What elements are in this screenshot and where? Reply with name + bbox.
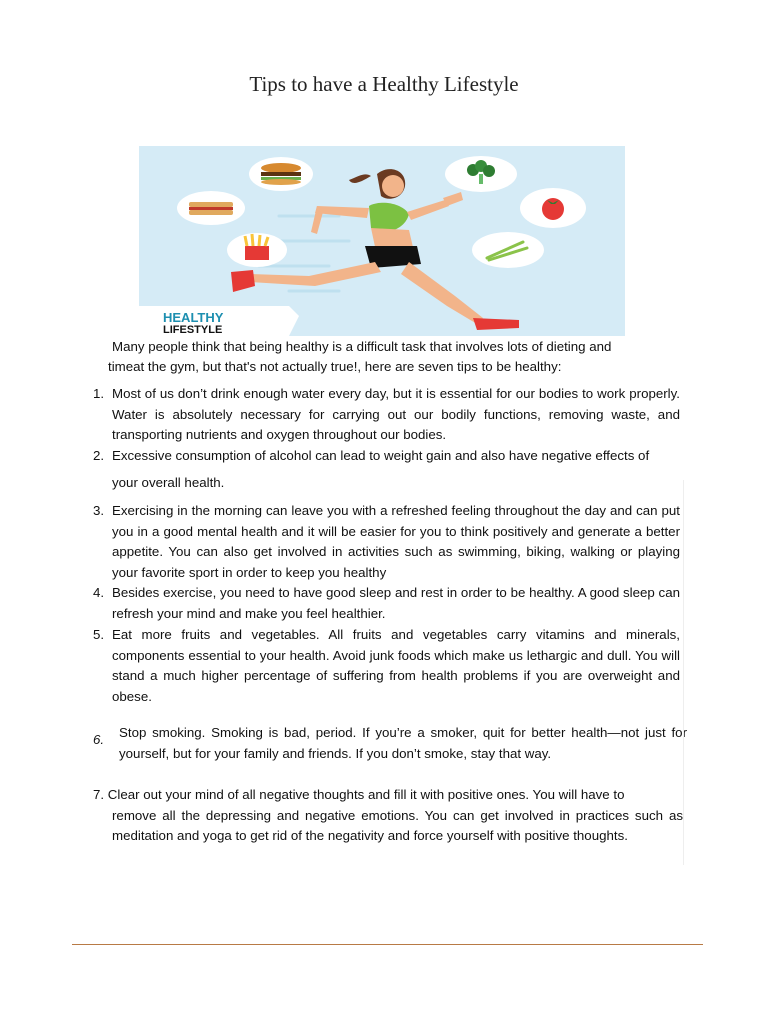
label-lifestyle: LIFESTYLE: [163, 324, 223, 336]
tip-1-text: Most of us don’t drink enough water every day, but it is essential for our bodies to work properly. Water is absolutely necessary for carrying out our bodily functions, removing waste, and transporting nutrients and oxygen throughout our bodies.: [112, 386, 680, 442]
tip-7-text-rest: remove all the depressing and negative emotions. You can get involved in practices such as meditation and yoga to get rid of the negativity and force yourself with positive thoughts.: [112, 807, 683, 843]
label-healthy: HEALTHY: [163, 310, 224, 325]
running-woman-illustration: [139, 146, 625, 336]
tip-6-text: Stop smoking. Smoking is bad, period. If you’re a smoker, quit for better health—not just for yourself, but for your family and friends. If you don’t smoke, stay that way.: [119, 725, 687, 761]
sandwich-icon: [177, 191, 245, 225]
tip-4-text: Besides exercise, you need to have good sleep and rest in order to be healthy. A good sleep can refresh your mind and make you feel healthier.: [112, 585, 680, 621]
tip-2-text-line-2: your overall health.: [112, 475, 225, 490]
tip-6-number: 6.: [93, 732, 105, 747]
tip-5-number: 5.: [93, 627, 105, 642]
intro-line-1: Many people think that being healthy is a difficult task that involves lots of dieting and: [112, 339, 612, 354]
tomato-icon: [520, 188, 586, 228]
tip-7: [93, 785, 683, 847]
table-border-line: [683, 480, 684, 865]
document-title: Tips to have a Healthy Lifestyle: [249, 72, 519, 96]
intro-line-2: timeat the gym, but that's not actually true!, here are seven tips to be healthy:: [108, 359, 562, 374]
tip-2-number: 2.: [93, 448, 105, 463]
tip-3-text: Exercising in the morning can leave you with a refreshed feeling throughout the day and can put you in a good mental health and it will be easier for you to think positively and generate a better appetite. You can also get involved in activities such as swimming, biking, walking or playing your favorite sport in order to keep you healthy: [112, 503, 680, 580]
broccoli-icon: [445, 156, 517, 192]
tip-2-text-line-1: Excessive consumption of alcohol can lead to weight gain and also have negative effects of: [112, 448, 650, 463]
tip-5-text: Eat more fruits and vegetables. All fruits and vegetables carry vitamins and minerals, components essential to your health. Avoid junk foods which make us lethargic and dull. You will stand a much higher percentage of suffering from health problems if you are overweight and obese.: [112, 627, 680, 704]
tip-1-number: 1.: [93, 386, 105, 401]
tip-7-number: 7.: [93, 787, 105, 802]
tip-4-number: 4.: [93, 585, 105, 600]
hero-illustration: [139, 146, 625, 336]
green-onion-icon: [472, 232, 544, 268]
burger-icon: [249, 157, 313, 191]
tip-3-number: 3.: [93, 503, 105, 518]
tip-7-text-line-1: Clear out your mind of all negative thoughts and fill it with positive ones. You will have to: [107, 787, 625, 802]
footer-rule: [72, 944, 703, 945]
fries-icon: [227, 233, 287, 267]
healthy-lifestyle-label: [139, 306, 299, 336]
